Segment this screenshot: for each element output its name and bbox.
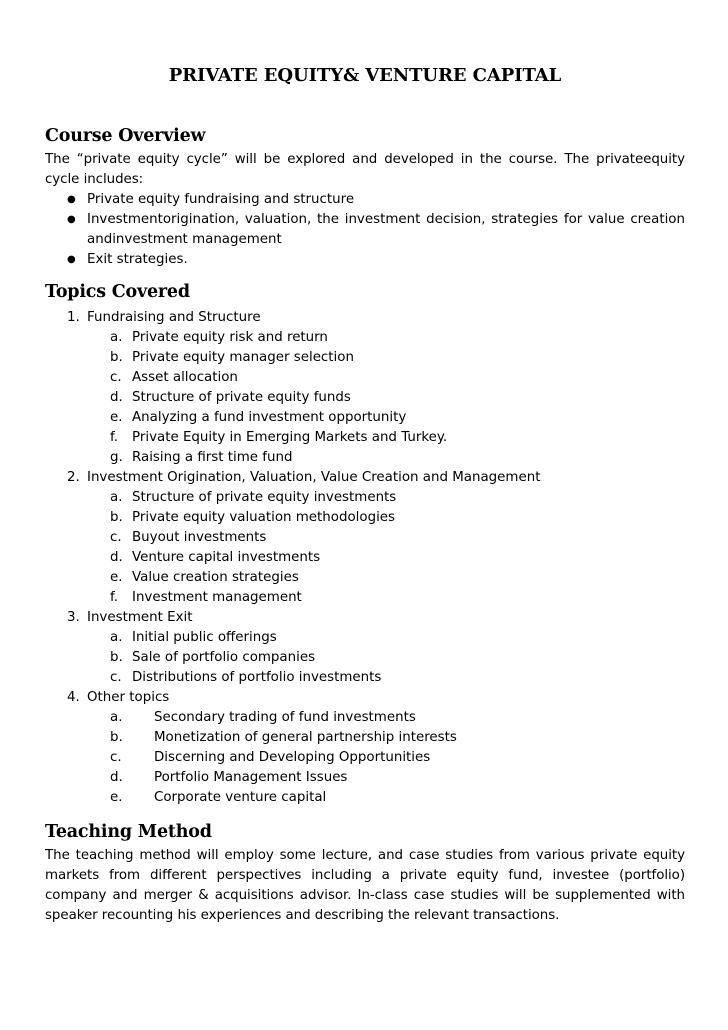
topic-label: Other topics [87,690,170,705]
subtopic-letter: d. [110,550,123,565]
subtopic-letter: a. [110,330,123,345]
topic-number: 3. [67,610,80,625]
topic-number: 1. [67,310,80,325]
subtopic-text: Discerning and Developing Opportunities [154,750,431,765]
list-item [45,190,685,210]
subtopic-item [45,768,685,788]
subtopic-letter: a. [110,630,123,645]
subtopic-item [45,408,685,428]
subtopic-item [45,328,685,348]
subtopic-text: Venture capital investments [132,550,321,565]
subtopic-text: Private equity manager selection [132,350,354,365]
subtopic-letter: b. [110,730,123,745]
topic-item [45,308,685,328]
subtopic-text: Structure of private equity investments [132,490,397,505]
subtopic-letter: c. [110,370,122,385]
subtopic-letter: c. [110,530,122,545]
topics-list [45,308,685,808]
subtopic-item [45,508,685,528]
course-overview-section [45,124,685,270]
course-overview-bullet-list [45,190,685,270]
bullet-text: Exit strategies. [87,252,188,267]
subtopic-item [45,448,685,468]
subtopic-item [45,728,685,748]
subtopic-text: Private equity valuation methodologies [132,510,396,525]
topic-item [45,688,685,708]
subtopic-letter: d. [110,390,123,405]
subtopic-text: Distributions of portfolio investments [132,670,382,685]
topics-covered-section [45,280,685,808]
subtopic-letter: c. [110,750,122,765]
subtopic-letter: f. [110,430,118,445]
topic-label: Investment Exit [87,610,193,625]
subtopic-letter: e. [110,410,123,425]
subtopic-item [45,628,685,648]
subtopic-letter: a. [110,490,123,505]
bullet-text: Private equity fundraising and structure [87,192,355,207]
subtopic-item [45,788,685,808]
subtopic-text: Secondary trading of fund investments [154,710,416,725]
document-page [45,0,685,1030]
subtopic-text: Buyout investments [132,530,267,545]
subtopic-text: Raising a first time fund [132,450,293,465]
subtopic-item [45,388,685,408]
subtopic-item [45,428,685,448]
teaching-method-body: The teaching method will employ some lecture, and case studies from various private equity markets from different perspectives including a private equity fund, investee (portfolio) company and merger & acquisitions advisor. In-class case studies will be supplemented with speaker recounting his experiences and describing the relevant transactions. [45,848,685,923]
subtopic-item [45,528,685,548]
subtopic-text: Structure of private equity funds [132,390,351,405]
topic-item [45,468,685,488]
subtopic-text: Analyzing a fund investment opportunity [132,410,407,425]
subtopic-item [45,668,685,688]
subtopic-text: Private equity risk and return [132,330,328,345]
subtopic-text: Portfolio Management Issues [154,770,348,785]
topic-item [45,608,685,628]
bullet-icon: ● [67,214,76,225]
subtopic-letter: g. [110,450,123,465]
subtopic-item [45,368,685,388]
teaching-method-section [45,820,685,926]
subtopic-letter: d. [110,770,123,785]
subtopic-item [45,348,685,368]
subtopic-item [45,748,685,768]
document-title: PRIVATE EQUITY& VENTURE CAPITAL [168,65,562,86]
subtopic-letter: e. [110,570,123,585]
subtopic-letter: f. [110,590,118,605]
bullet-icon: ● [67,254,76,265]
subtopic-letter: b. [110,510,123,525]
course-overview-intro: The “private equity cycle” will be explored and developed in the course. The privateequity cycle includes: [45,152,685,187]
subtopic-text: Asset allocation [132,370,238,385]
subtopic-item [45,588,685,608]
subtopic-text: Sale of portfolio companies [132,650,316,665]
subtopic-item [45,548,685,568]
bullet-icon: ● [67,194,76,205]
topic-number: 2. [67,470,80,485]
subtopic-text: Initial public offerings [132,630,277,645]
subtopic-letter: e. [110,790,123,805]
subtopic-text: Corporate venture capital [154,790,327,805]
subtopic-letter: b. [110,650,123,665]
bullet-text: Investmentorigination, valuation, the investment decision, strategies for value creation andinvestment management [87,212,685,247]
topic-label: Investment Origination, Valuation, Value Creation and Management [87,470,541,485]
subtopic-item [45,648,685,668]
subtopic-text: Private Equity in Emerging Markets and Turkey. [132,430,448,445]
topic-label: Fundraising and Structure [87,310,261,325]
subtopic-text: Value creation strategies [132,570,299,585]
subtopic-letter: b. [110,350,123,365]
subtopic-text: Monetization of general partnership interests [154,730,457,745]
list-item [45,210,685,250]
subtopic-item [45,708,685,728]
subtopic-letter: c. [110,670,122,685]
subtopic-text: Investment management [132,590,302,605]
subtopic-item [45,568,685,588]
subtopic-item [45,488,685,508]
topics-covered-heading: Topics Covered [45,282,190,302]
course-overview-heading: Course Overview [45,126,206,146]
topic-number: 4. [67,690,80,705]
list-item [45,250,685,270]
subtopic-letter: a. [110,710,123,725]
teaching-method-heading: Teaching Method [45,822,212,842]
